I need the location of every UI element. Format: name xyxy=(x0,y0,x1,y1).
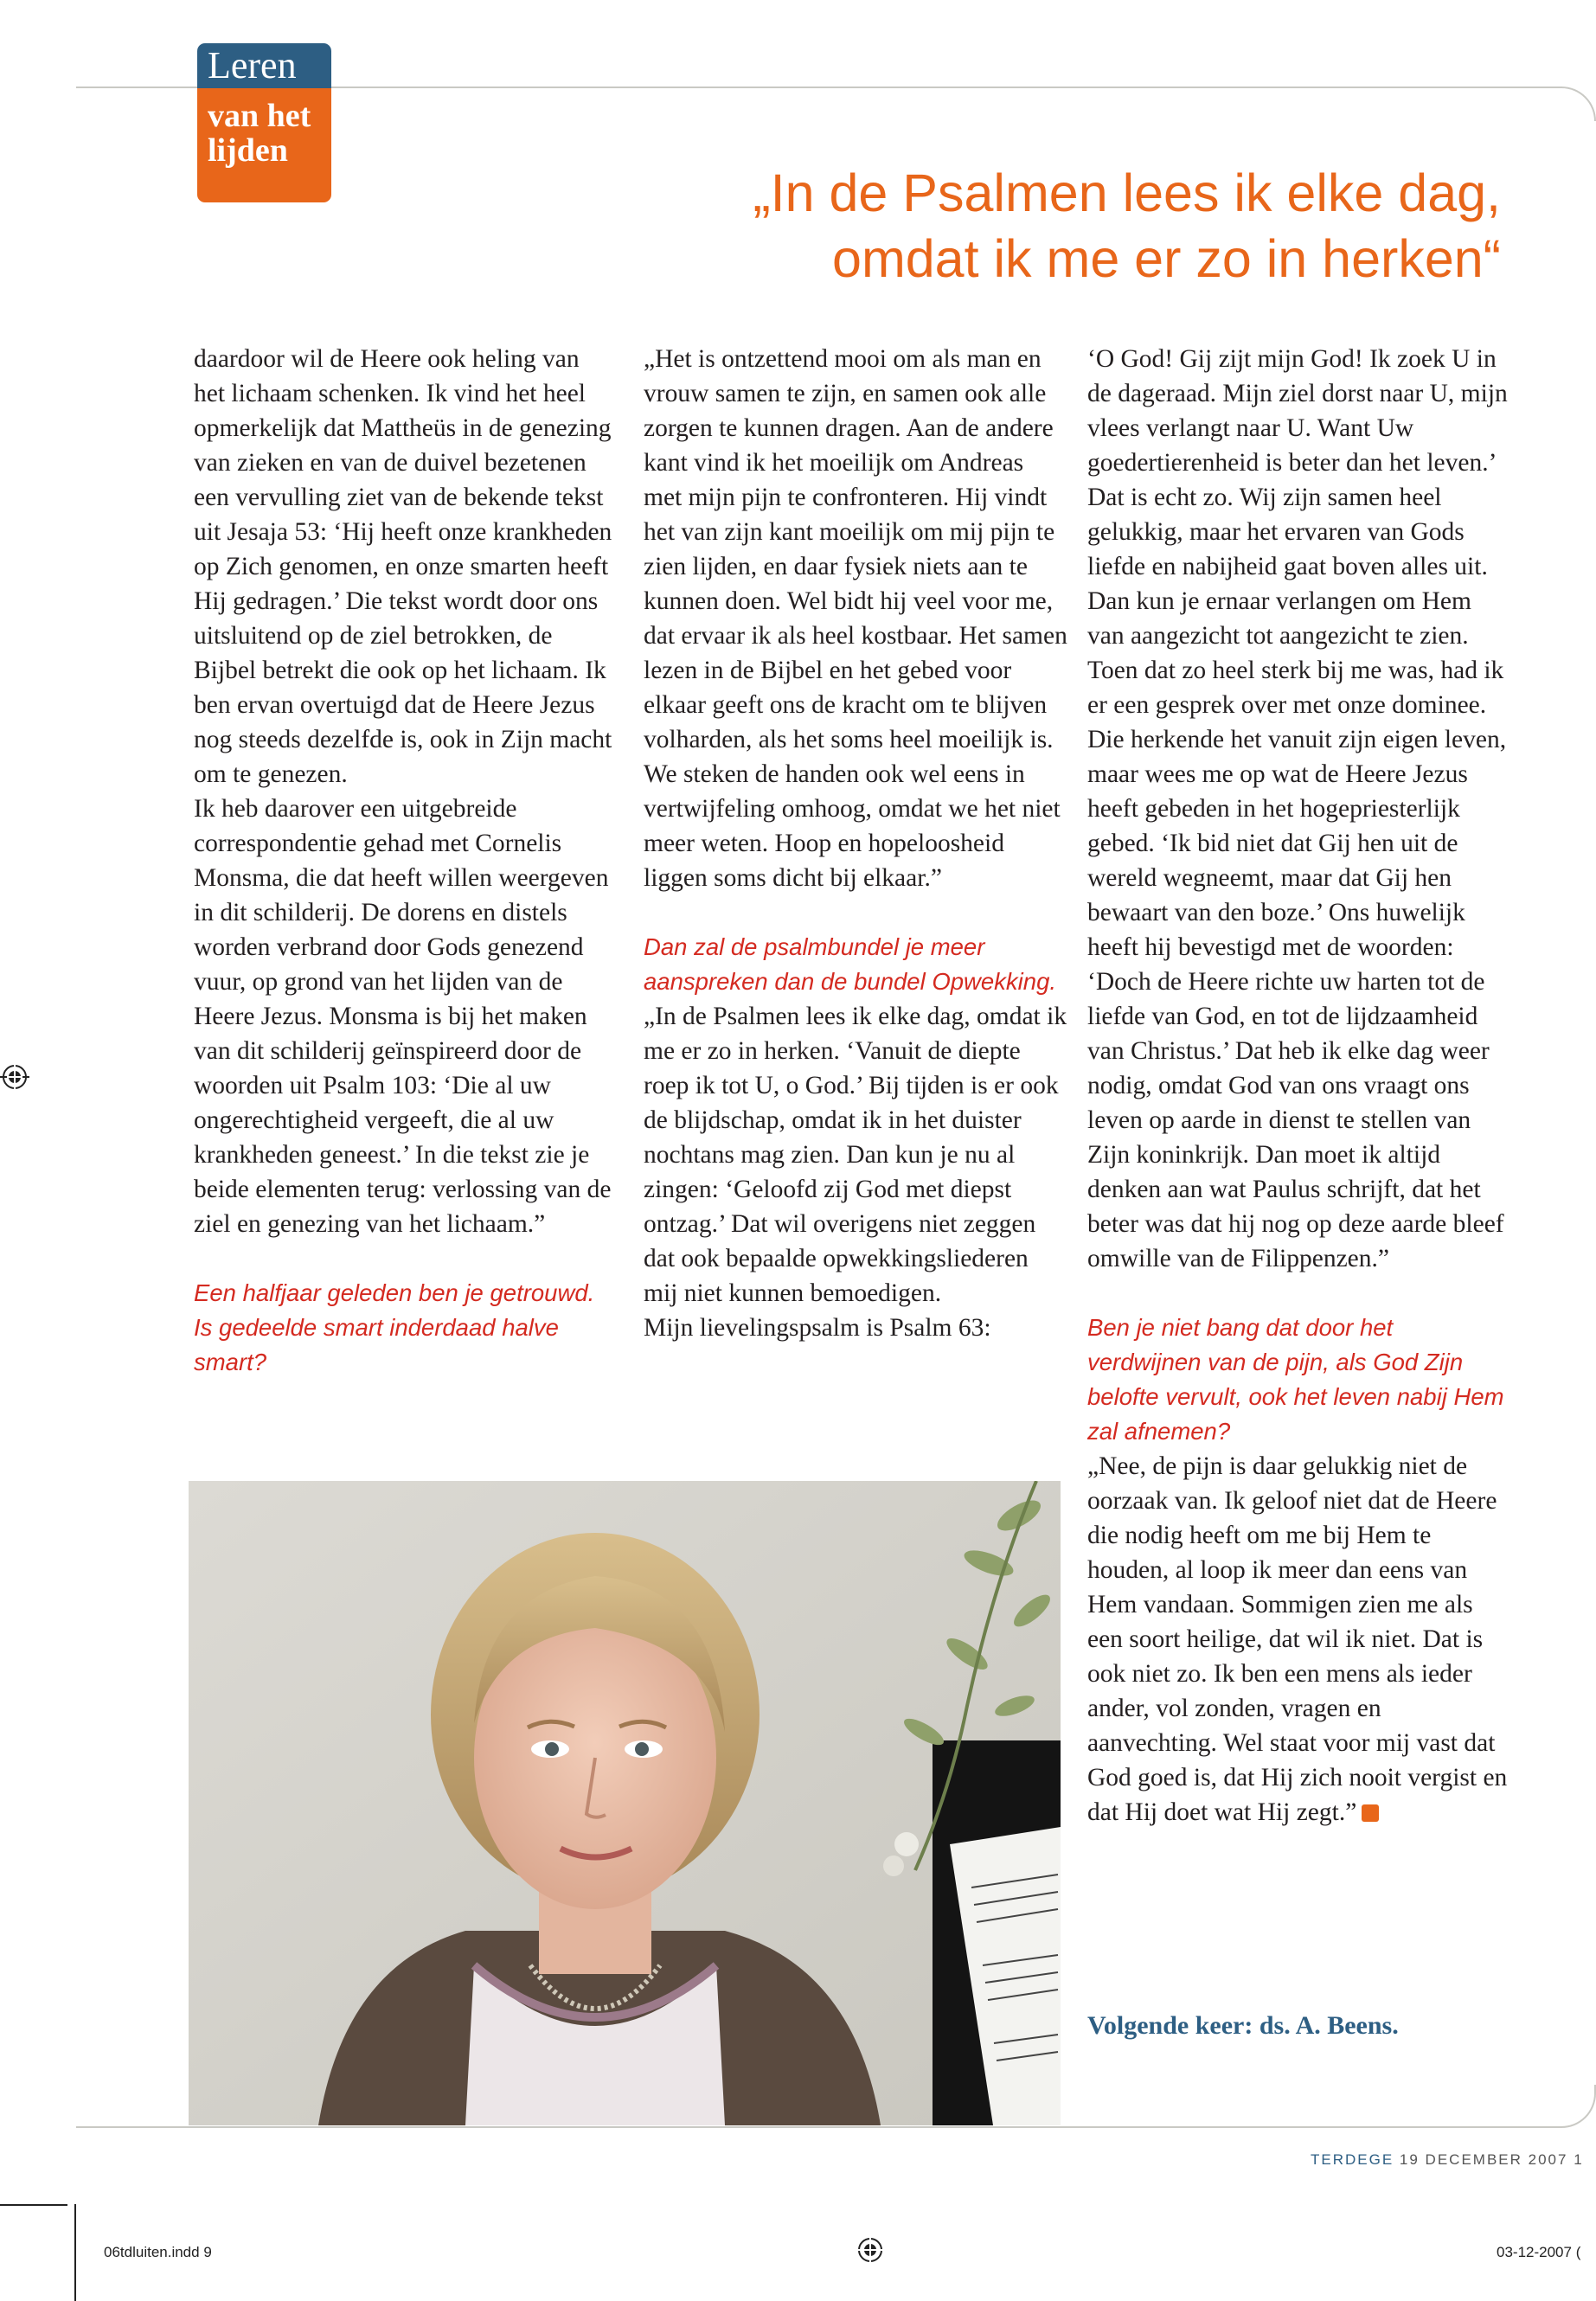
page-number-edge: 1 xyxy=(1574,2151,1584,2168)
registration-mark-icon xyxy=(856,2235,885,2265)
column3-final-text: „Nee, de pijn is daar gelukkig niet de oorzaak van. Ik geloof niet dat de Heere die nodig heeft om me bij Hem te houden, al loop ik meer dan eens van Hem vandaan. Sommigen zien me als een soort heilige, dat wil ik niet. Dat is ook niet zo. Ik ben een mens als ieder ander, vol zonden, vragen en aanvechting. Wel staat voor mij vast dat God goed is, dat Hij zich nooit vergist en dat Hij doet wat Hij zegt.” xyxy=(1087,1452,1508,1826)
print-slug-date-text: 03-12-2007 xyxy=(1497,2244,1572,2260)
print-slug-filename: 06tdluiten.indd 9 xyxy=(104,2244,212,2260)
issue-date: 19 DECEMBER 2007 xyxy=(1399,2151,1568,2168)
crop-mark xyxy=(74,2204,76,2301)
column3-paragraph: Toen dat zo heel sterk bij me was, had ik er een gesprek over met onze dominee. Die herkende het vanuit zijn eigen leven, maar wees me op wat de Heere Jezus heeft gebeden in het hogepriesterlijk gebed. ‘Ik bid niet dat Gij hen uit de wereld wegneemt, maar dat Gij hen bewaart van den boze.’ Ons huwelijk heeft hij bevestigd met de woorden: ‘Doch de Heere richte uw harten tot de liefde van God, en tot de lijdzaamheid van Christus.’ Dat heb ik elke dag weer nodig, omdat God van ons vraagt ons leven op aarde in dienst te stellen van Zijn koninkrijk. Dan moet ik altijd denken aan wat Paulus schrijft, dat het beter was dat hij nog op deze aarde bleef omwille van de Filippenzen.” xyxy=(1087,657,1507,1272)
next-episode-note: Volgende keer: ds. A. Beens. xyxy=(1087,2011,1399,2040)
portrait-photo-illustration xyxy=(189,1481,1061,2125)
section-tag-top xyxy=(197,43,331,88)
pull-quote-headline xyxy=(463,160,1501,292)
article-column-1 xyxy=(194,342,614,1380)
column2-paragraph: Mijn lievelingspsalm is Psalm 63: xyxy=(644,1314,991,1342)
interview-question: Een halfjaar geleden ben je getrouwd. Is gedeelde smart inderdaad halve smart? xyxy=(194,1279,595,1375)
footer-rule xyxy=(76,2085,1596,2128)
headline-line1: „In de Psalmen lees ik elke dag, xyxy=(753,163,1501,222)
interview-question: Dan zal de psalmbundel je meer aanspreken dan de bundel Opwekking. xyxy=(644,933,1057,995)
crop-mark xyxy=(0,2204,67,2206)
print-slug-edge: ( xyxy=(1575,2244,1581,2260)
section-tag-line2: lijden xyxy=(208,132,288,169)
print-slug-date xyxy=(1497,2244,1580,2261)
article-column-3 xyxy=(1087,342,1511,1830)
end-of-article-square-icon xyxy=(1362,1804,1379,1822)
column2-paragraph: „In de Psalmen lees ik elke dag, omdat ik me er zo in herken. ‘Vanuit de diepte roep ik tot U, o God.’ Bij tijden is er ook de blijdschap, omdat ik in het duister nochtans mag zien. Dan kun je nu al zingen: ‘Geloofd zij God met diepst ontzag.’ Dat wil overigens niet zeggen dat ook bepaalde opwekkingsliederen mij niet kunnen bemoedigen. xyxy=(644,1003,1067,1307)
portrait-photo xyxy=(189,1481,1061,2125)
column3-paragraph: ‘O God! Gij zijt mijn God! Ik zoek U in de dageraad. Mijn ziel dorst naar U, mijn vlees verlangt naar U. Want Uw goedertierenheid is beter dan het leven.’ Dat is echt zo. Wij zijn samen heel gelukkig, maar het ervaren van Gods liefde en nabijheid gaat boven alles uit. Dan kun je ernaar verlangen om Hem van aangezicht tot aangezicht te zien. xyxy=(1087,345,1508,650)
magazine-name: TERDEGE xyxy=(1311,2151,1394,2168)
section-tag-line1: van het xyxy=(208,98,311,134)
interview-question: Ben je niet bang dat door het verdwijnen van de pijn, als God Zijn belofte vervult, ook het leven nabij Hem zal afnemen? xyxy=(1087,1314,1504,1445)
column2-paragraph: „Het is ontzettend mooi om als man en vrouw samen te zijn, en samen ook alle zorgen te kunnen dragen. Aan de andere kant vind ik het moeilijk om Andreas met mijn pijn te confronteren. Hij vindt het van zijn kant moeilijk om mij pijn te zien lijden, en daar fysiek niets aan te kunnen doen. Wel bidt hij veel voor me, dat ervaar ik als heel kostbaar. Het samen lezen in de Bijbel en het gebed voor elkaar geeft ons de kracht om te blijven volharden, als het soms heel moeilijk is. We steken de handen ook wel eens in vertwijfeling omhoog, omdat we het niet meer weten. Hoop en hopeloosheid liggen soms dicht bij elkaar.” xyxy=(644,345,1067,892)
article-column-2 xyxy=(644,342,1067,1345)
section-tag-top-label: Leren xyxy=(208,44,297,87)
page-footer xyxy=(1311,2151,1584,2169)
column3-paragraph-final xyxy=(1087,1449,1511,1830)
headline-line2: omdat ik me er zo in herken“ xyxy=(832,229,1501,288)
column1-paragraph: Ik heb daarover een uitgebreide correspondentie gehad met Cornelis Monsma, die dat heeft willen weergeven in dit schilderij. De dorens en distels worden verbrand door Gods genezend vuur, op grond van het lijden van de Heere Jezus. Monsma is bij het maken van dit schilderij geïnspireerd door de woorden uit Psalm 103: ‘Die al uw ongerechtigheid vergeeft, die al uw krankheden geneest.’ In die tekst zie je beide elementen terug: verlossing van de ziel en genezing van het lichaam.” xyxy=(194,795,612,1238)
section-tag-bottom xyxy=(197,88,331,202)
registration-mark-icon xyxy=(0,1062,29,1092)
column1-paragraph: daardoor wil de Heere ook heling van het lichaam schenken. Ik vind het heel opmerkelijk dat Mattheüs in de genezing van zieken en van de duivel bezetenen een vervulling ziet van de bekende tekst uit Jesaja 53: ‘Hij heeft onze krankheden op Zich genomen, en onze smarten heeft Hij gedragen.’ Die tekst wordt door ons uitsluitend op de ziel betrokken, de Bijbel betrekt die ook op het lichaam. Ik ben ervan overtuigd dat de Heere Jezus nog steeds dezelfde is, ook in Zijn macht om te genezen. xyxy=(194,345,612,788)
